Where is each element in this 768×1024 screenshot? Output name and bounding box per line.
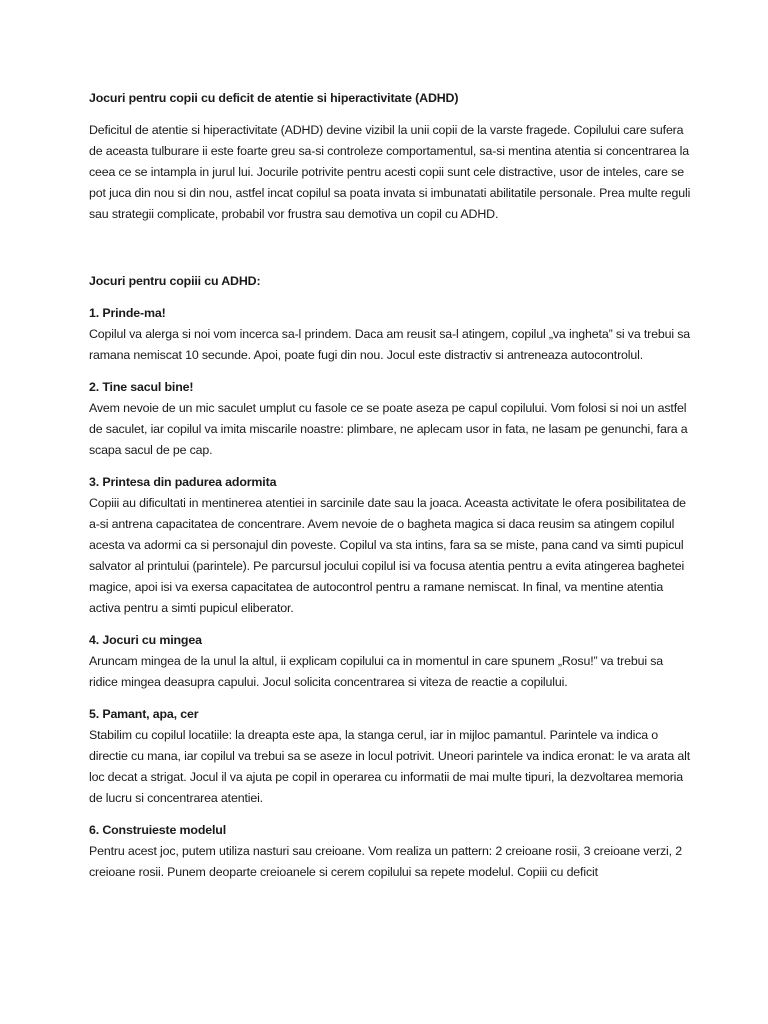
- game-description: Stabilim cu copilul locatiile: la dreapta este apa, la stanga cerul, iar in mijloc pamantul. Parintele va indica o directie cu mana, iar copilul va trebui sa se aseze in locul potrivit. Uneori parintele va indica eronat: le va arata alt loc decat a strigat. Jocul il va ajuta pe copil in operarea cu informatii de mai multe tipuri, la dezvoltarea memoria de lucru si concentrarea atentiei.: [89, 728, 691, 805]
- game-title: 6. Construieste modelul: [89, 823, 227, 837]
- intro-paragraph: Deficitul de atentie si hiperactivitate (ADHD) devine vizibil la unii copii de la varste fragede. Copilului care sufera de aceasta tulburare ii este foarte greu sa-si controleze comportamentul, sa-si mentina atentia si concentrarea la ceea ce se intampla in jurul lui. Jocurile potrivite pentru acesti copii sunt cele distractive, usor de inteles, care se pot juca din nou si din nou, astfel incat copilul sa poata invata si imbunatati abilitatile personale. Prea multe reguli sau strategii complicate, probabil vor frustra sau demotiva un copil cu ADHD.: [89, 123, 691, 221]
- game-section: [89, 630, 693, 693]
- game-description: Copiii au dificultati in mentinerea atentiei in sarcinile date sau la joaca. Aceasta activitate le ofera posibilitatea de a-si antrena capacitatea de concentrare. Avem nevoie de o bagheta magica si daca reusim sa atingem copilul acesta va adormi ca si personajul din poveste. Copilul va sta intins, fara sa se miste, pana cand va simti pupicul salvator al printului (parintele). Pe parcursul jocului copilul isi va focusa atentia pentru a evita atingerea baghetei magice, apoi isi va exersa capacitatea de autocontrol pentru a ramane nemiscat. In final, va mentine atentia activa pentru a simti pupicul eliberator.: [89, 496, 686, 615]
- game-description: Avem nevoie de un mic saculet umplut cu fasole ce se poate aseza pe capul copilului. Vom folosi si noi un astfel de saculet, iar copilul va imita miscarile noastre: plimbare, ne aplecam usor in fata, ne lasam pe genunchi, fara a scapa sacul de pe cap.: [89, 401, 688, 457]
- game-description: Aruncam mingea de la unul la altul, ii explicam copilului ca in momentul in care spunem „Rosu!” va trebui sa ridice mingea deasupra capului. Jocul solicita concentrarea si viteza de reactie a copilului.: [89, 654, 664, 689]
- game-description: Copilul va alerga si noi vom incerca sa-l prindem. Daca am reusit sa-l atingem, copilul „va ingheta” si va trebui sa ramana nemiscat 10 secunde. Apoi, poate fugi din nou. Jocul este distractiv si antreneaza autocontrolul.: [89, 327, 691, 362]
- game-title: 2. Tine sacul bine!: [89, 380, 194, 394]
- game-title: 4. Jocuri cu mingea: [89, 633, 202, 647]
- game-title: 5. Pamant, apa, cer: [89, 707, 199, 721]
- game-description: Pentru acest joc, putem utiliza nasturi sau creioane. Vom realiza un pattern: 2 creioane rosii, 3 creioane verzi, 2 creioane rosii. Punem deoparte creioanele si cerem copilului sa repete modelul. Copiii cu deficit: [89, 844, 682, 879]
- document-title: Jocuri pentru copii cu deficit de atentie si hiperactivitate (ADHD): [89, 91, 459, 105]
- game-section: [89, 704, 693, 809]
- game-title: 1. Prinde-ma!: [89, 306, 166, 320]
- games-list-heading: Jocuri pentru copiii cu ADHD:: [89, 274, 261, 288]
- game-section: [89, 377, 693, 461]
- game-section: [89, 303, 693, 366]
- game-section: [89, 820, 693, 883]
- game-title: 3. Printesa din padurea adormita: [89, 475, 277, 489]
- document-page: [89, 88, 693, 894]
- game-section: [89, 472, 693, 619]
